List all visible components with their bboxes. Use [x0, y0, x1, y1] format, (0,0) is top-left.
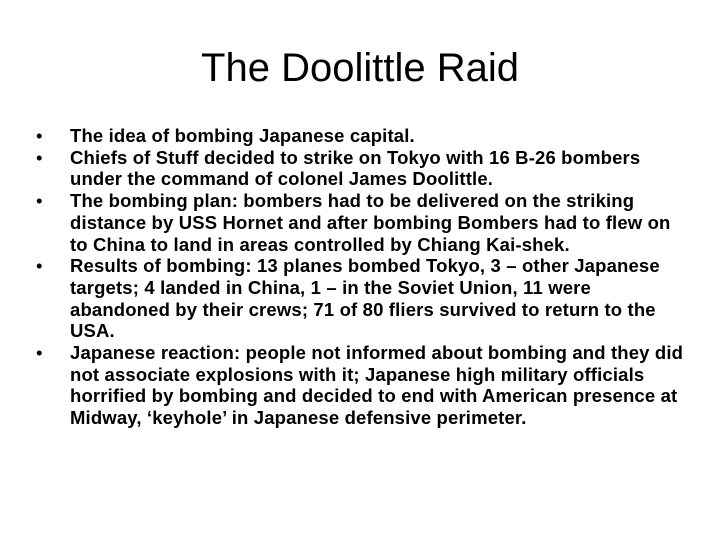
bullet-item — [36, 125, 686, 147]
bullet-text: The idea of bombing Japanese capital. — [70, 125, 415, 146]
bullet-marker: • — [36, 255, 43, 277]
bullet-item — [36, 190, 686, 255]
bullet-marker: • — [36, 190, 43, 212]
bullet-list — [36, 125, 686, 429]
bullet-text: Chiefs of Stuff decided to strike on Tokyo with 16 B-26 bombers under the command of colonel James Doolittle. — [70, 146, 641, 190]
bullet-marker: • — [36, 146, 43, 168]
bullet-text: Japanese reaction: people not informed about bombing and they did not associate explosions with it; Japanese high military officials horrified by bombing and decided to end with American presence at Midway, ‘keyhole’ in Japanese defensive perimeter. — [70, 342, 684, 429]
bullet-item — [36, 147, 686, 190]
slide-title: The Doolittle Raid — [201, 46, 519, 90]
bullet-text: The bombing plan: bombers had to be delivered on the striking distance by USS Hornet and after bombing Bombers had to flew on to China to land in areas controlled by Chiang Kai-shek. — [70, 190, 671, 255]
bullet-marker: • — [36, 342, 43, 364]
bullet-text: Results of bombing: 13 planes bombed Tokyo, 3 – other Japanese targets; 4 landed in China, 1 – in the Soviet Union, 11 were abandoned by their crews; 71 of 80 fliers survived to return to the USA. — [70, 255, 660, 342]
bullet-item — [36, 342, 686, 429]
bullet-marker: • — [36, 125, 43, 146]
bullet-item — [36, 255, 686, 342]
